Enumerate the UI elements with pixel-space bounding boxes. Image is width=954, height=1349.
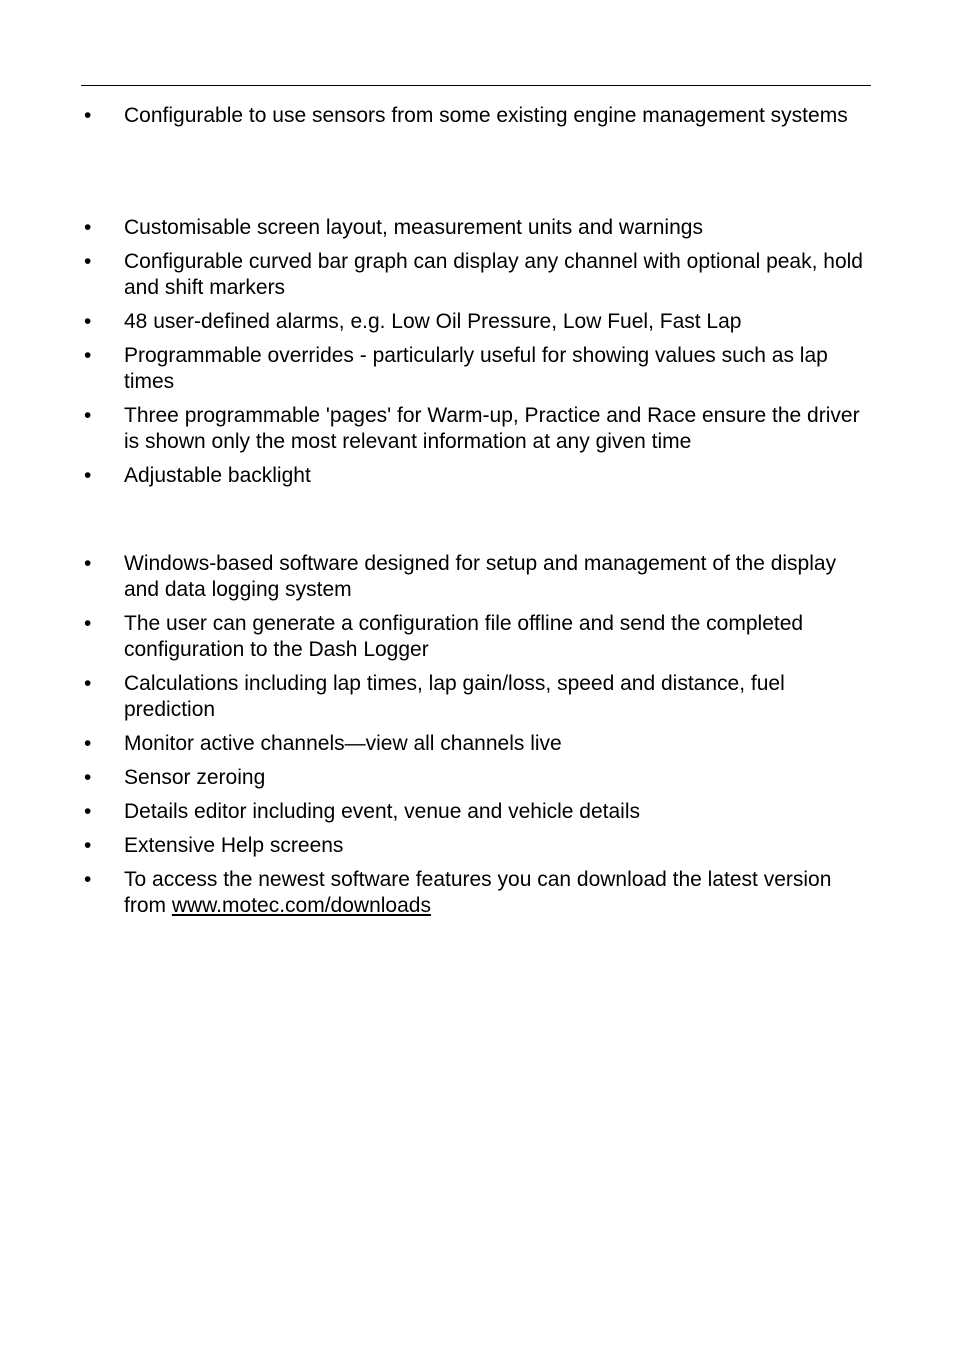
list-item	[0, 215, 954, 241]
section-display	[0, 215, 954, 497]
list-item-text: Sensor zeroing	[124, 766, 266, 789]
list-item	[0, 249, 954, 301]
downloads-link[interactable]: www.motec.com/downloads	[171, 894, 431, 917]
list-item-text: 48 user-defined alarms, e.g. Low Oil Pressure, Low Fuel, Fast Lap	[124, 310, 742, 333]
list-item	[0, 671, 954, 723]
list-item	[0, 403, 954, 455]
bullet-icon: •	[84, 216, 92, 239]
list-item	[0, 833, 954, 859]
list-item	[0, 611, 954, 663]
bullet-icon: •	[84, 344, 92, 367]
list-item-text: Configurable to use sensors from some existing engine management systems	[124, 104, 848, 127]
bullet-icon: •	[84, 868, 92, 891]
bullet-icon: •	[84, 766, 92, 789]
list-item-text: Programmable overrides - particularly useful for showing values such as lap times	[124, 344, 828, 393]
list-item	[0, 551, 954, 603]
list-item	[0, 343, 954, 395]
list-item	[0, 867, 954, 919]
list-item-text: The user can generate a configuration file offline and send the completed configuration to the Dash Logger	[124, 612, 804, 661]
list-item-text: Customisable screen layout, measurement units and warnings	[124, 216, 703, 239]
bullet-icon: •	[84, 464, 92, 487]
list-item-text: Three programmable 'pages' for Warm-up, Practice and Race ensure the driver is shown only the most relevant information at any given time	[124, 404, 860, 453]
header-rule	[81, 85, 871, 86]
bullet-icon: •	[84, 552, 92, 575]
list-item-text: Adjustable backlight	[124, 464, 311, 487]
list-item	[0, 765, 954, 791]
bullet-icon: •	[84, 612, 92, 635]
list-item-text: Calculations including lap times, lap gain/loss, speed and distance, fuel prediction	[124, 672, 785, 721]
list-item-text: Details editor including event, venue and vehicle details	[124, 800, 640, 823]
bullet-icon: •	[84, 310, 92, 333]
list-item	[0, 463, 954, 489]
bullet-icon: •	[84, 672, 92, 695]
list-item-text: Extensive Help screens	[124, 834, 344, 857]
bullet-icon: •	[84, 404, 92, 427]
list-item	[0, 309, 954, 335]
bullet-icon: •	[84, 732, 92, 755]
bullet-icon: •	[84, 104, 92, 127]
list-item-text: Monitor active channels—view all channels live	[124, 732, 562, 755]
list-item-text: Configurable curved bar graph can display any channel with optional peak, hold and shift markers	[124, 250, 863, 299]
list-item	[0, 731, 954, 757]
section-ecu-sensors	[0, 103, 954, 137]
bullet-icon: •	[84, 250, 92, 273]
bullet-icon: •	[84, 834, 92, 857]
list-item-text: Windows-based software designed for setup and management of the display and data logging system	[124, 552, 837, 601]
section-software	[0, 551, 954, 927]
bullet-icon: •	[84, 800, 92, 823]
list-item-text: To access the newest software features you can download the latest version from	[124, 868, 832, 917]
list-item	[0, 799, 954, 825]
list-item	[0, 103, 954, 129]
